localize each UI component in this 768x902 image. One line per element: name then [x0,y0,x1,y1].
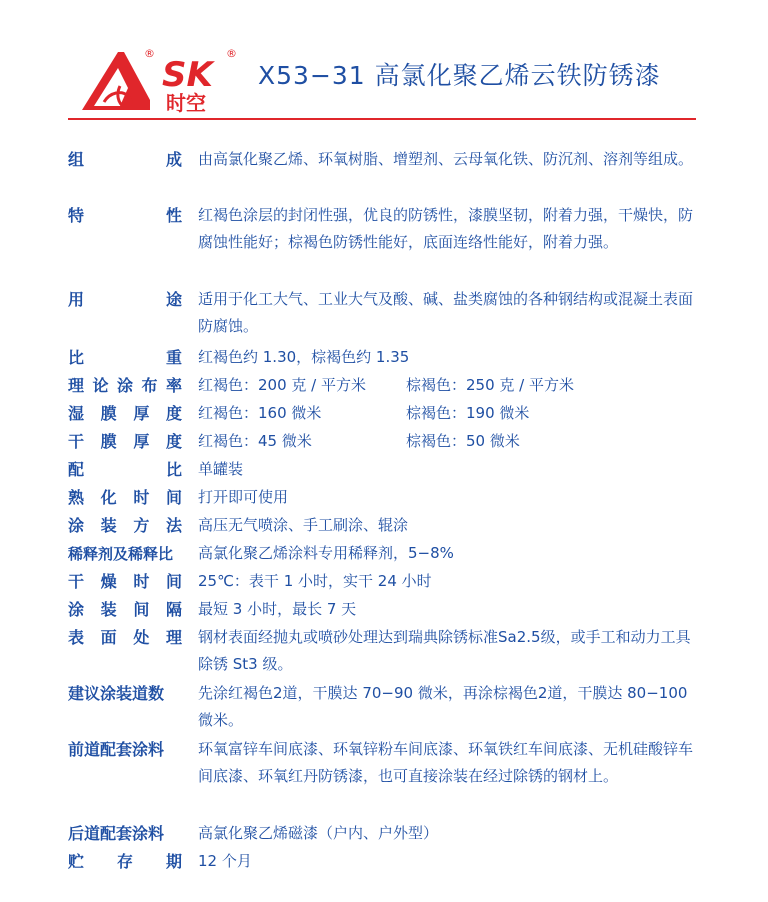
spec-label: 稀释剂及稀释比 [68,545,174,563]
svg-text:®: ® [144,47,155,60]
spec-label: 建议涂装道数 [68,684,165,703]
spec-label: 干 膜 厚 度 [68,432,182,451]
spec-value: 红褐色约 1.30，棕褐色约 1.35 [198,348,410,366]
spec-value: 钢材表面经抛丸或喷砂处理达到瑞典除锈标准Sa2.5级，或手工和动力工具除锈 St3 级。 [198,628,691,673]
spec-value: 高氯化聚乙烯涂料专用稀释剂，5−8% [198,544,454,562]
spec-row-primer [68,736,704,820]
spec-value: 适用于化工大气、工业大气及酸、碱、盐类腐蚀的各种钢结构或混凝土表面防腐蚀。 [198,290,694,335]
spec-label: 特 性 [68,206,182,225]
spec-row-dry-film [68,428,704,456]
spec-row-shelf-life [68,848,704,876]
spec-value: 高压无气喷涂、手工刷涂、辊涂 [198,516,409,534]
spec-value: 高氯化聚乙烯磁漆（户内、户外型） [198,824,439,842]
spec-label: 表 面 处 理 [68,628,182,647]
spec-value: 25℃：表干 1 小时，实干 24 小时 [198,572,432,590]
spec-value-red: 红褐色：200 克 / 平方米 [198,376,366,394]
spec-label: 涂 装 间 隔 [68,600,182,619]
spec-row-induction [68,484,704,512]
spec-value: 先涂红褐色2道，干膜达 70−90 微米，再涂棕褐色2道，干膜达 80−100 微米。 [198,684,688,729]
spec-label: 前道配套涂料 [68,740,165,759]
spec-value: 12 个月 [198,852,252,870]
spec-row-composition [68,146,704,202]
header [0,0,768,125]
header-divider [68,118,696,120]
spec-row-features [68,202,704,286]
spec-row-usage [68,286,704,344]
spec-label: 组 成 [68,150,182,169]
spec-value: 由高氯化聚乙烯、环氧树脂、增塑剂、云母氧化铁、防沉剂、溶剂等组成。 [198,150,694,168]
spec-value: 最短 3 小时，最长 7 天 [198,600,357,618]
spec-label: 湿 膜 厚 度 [68,404,182,423]
document-title: X53−31 高氯化聚乙烯云铁防锈漆 [258,61,661,90]
spec-value: 环氧富锌车间底漆、环氧锌粉车间底漆、环氧铁红车间底漆、无机硅酸锌车间底漆、环氧红丹防锈漆，也可直接涂装在经过除锈的钢材上。 [198,740,694,785]
spec-label: 配 比 [68,460,182,479]
spec-row-interval [68,596,704,624]
spec-row-drying [68,568,704,596]
svg-text:SK: SK [162,55,213,95]
spec-label: 涂 装 方 法 [68,516,182,535]
spec-value-brown: 棕褐色：190 微米 [406,404,530,422]
spec-row-application [68,512,704,540]
spec-row-topcoat [68,820,704,848]
spec-row-coverage [68,372,704,400]
spec-value: 红褐色涂层的封闭性强，优良的防锈性，漆膜坚韧，附着力强，干燥快，防腐蚀性能好；棕褐色防锈性能好，底面连络性能好，附着力强。 [198,206,694,251]
spec-value-brown: 棕褐色：250 克 / 平方米 [406,376,574,394]
spec-row-coats [68,680,704,736]
spec-label: 贮 存 期 [68,852,182,871]
spec-value [198,428,704,455]
spec-value-red: 红褐色：160 微米 [198,404,322,422]
svg-text:时空: 时空 [166,91,206,114]
spec-label: 比 重 [68,348,182,367]
spec-value: 单罐装 [198,460,244,478]
svg-text:®: ® [226,47,237,60]
spec-row-wet-film [68,400,704,428]
spec-label: 用 途 [68,290,182,309]
spec-label: 干 燥 时 间 [68,572,182,591]
spec-list [68,146,704,876]
spec-row-thinner [68,540,704,568]
spec-row-mix-ratio [68,456,704,484]
spec-label: 熟 化 时 间 [68,488,182,507]
spec-row-surface-prep [68,624,704,680]
spec-row-density [68,344,704,372]
spec-value [198,372,704,399]
spec-value-brown: 棕褐色：50 微米 [406,432,520,450]
shikong-logo [80,44,240,114]
spec-value [198,400,704,427]
spec-label: 后道配套涂料 [68,824,165,843]
spec-label: 理 论 涂 布 率 [68,376,182,395]
spec-value: 打开即可使用 [198,488,289,506]
spec-value-red: 红褐色：45 微米 [198,432,312,450]
